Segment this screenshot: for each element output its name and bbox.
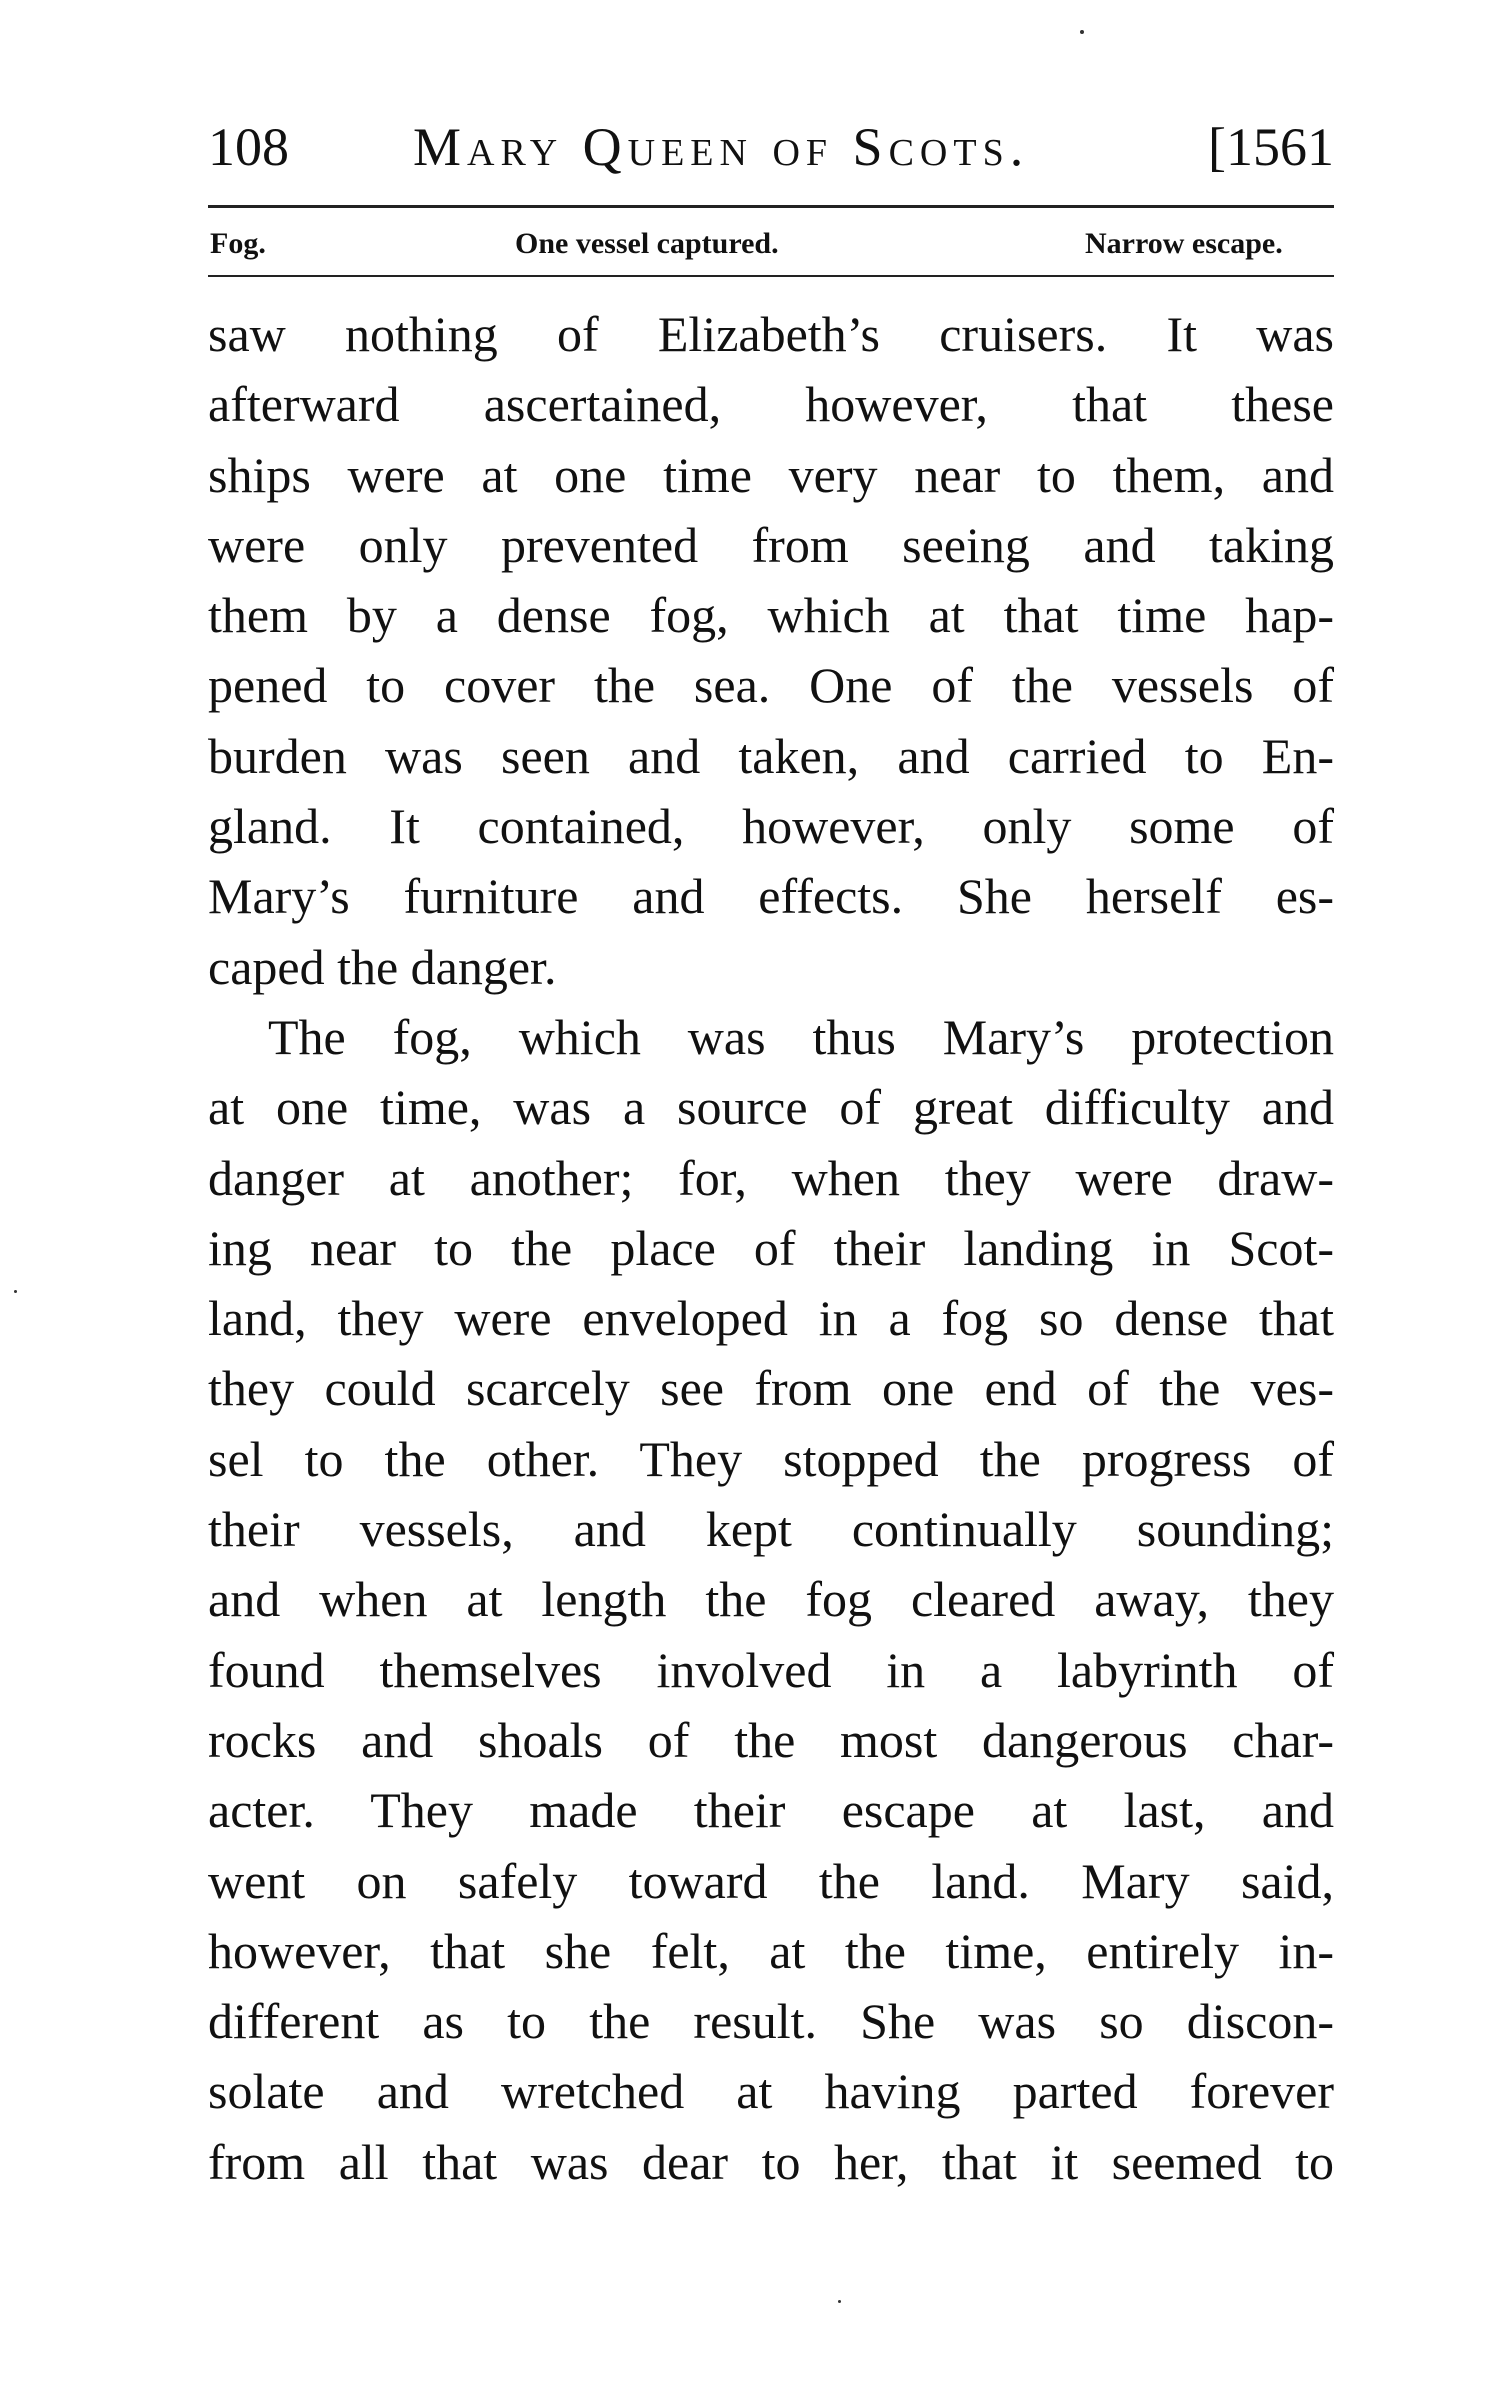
header-rule-top: [208, 205, 1334, 208]
text-line: gland. It contained, however, only some of: [208, 798, 1334, 855]
text-line: at one time, was a source of great difficulty and: [208, 1079, 1334, 1136]
book-title: Mary Queen of Scots.: [413, 117, 1030, 177]
print-speck: [838, 2300, 841, 2303]
text-line: danger at another; for, when they were draw-: [208, 1149, 1334, 1206]
text-line: saw nothing of Elizabeth’s cruisers. It was: [208, 306, 1334, 362]
text-line: burden was seen and taken, and carried to En-: [208, 727, 1334, 784]
text-line: ships were at one time very near to them, and: [208, 446, 1334, 503]
text-line: afterward ascertained, however, that these: [208, 376, 1334, 433]
text-line: land, they were enveloped in a fog so dense that: [208, 1290, 1334, 1347]
text-line: ing near to the place of their landing in Scot-: [208, 1219, 1334, 1276]
text-line: and when at length the fog cleared away, they: [208, 1571, 1334, 1628]
text-line: solate and wretched at having parted forever: [208, 2063, 1334, 2120]
print-speck: [14, 1290, 17, 1293]
text-line: sel to the other. They stopped the progress of: [208, 1430, 1334, 1487]
page-number: 108: [208, 117, 289, 177]
text-line: pened to cover the sea. One of the vessels of: [208, 657, 1334, 714]
marginal-note-left: Fog.: [210, 227, 266, 260]
header-rule-bottom: [208, 275, 1334, 277]
running-header: [208, 112, 1334, 182]
text-line: them by a dense fog, which at that time hap-: [208, 587, 1334, 644]
paragraph: [208, 299, 1334, 1002]
marginal-note-center: One vessel captured.: [515, 227, 779, 260]
text-line: caped the danger.: [208, 938, 557, 995]
print-speck: [1080, 30, 1084, 34]
text-line: found themselves involved in a labyrinth of: [208, 1641, 1334, 1698]
body-text: [208, 299, 1334, 2197]
text-line: acter. They made their escape at last, and: [208, 1782, 1334, 1839]
text-line: their vessels, and kept continually sounding;: [208, 1501, 1334, 1558]
chapter-year: [1561: [1208, 117, 1334, 177]
marginal-note-right: Narrow escape.: [1085, 227, 1283, 260]
paragraph: [208, 1002, 1334, 2197]
text-line: from all that was dear to her, that it seemed to: [208, 2133, 1334, 2190]
text-line: they could scarcely see from one end of the ves-: [208, 1360, 1334, 1417]
text-line: different as to the result. She was so discon-: [208, 1993, 1334, 2050]
text-line: were only prevented from seeing and taking: [208, 516, 1334, 573]
text-line: The fog, which was thus Mary’s protection: [268, 1008, 1334, 1065]
text-line: Mary’s furniture and effects. She herself es-: [208, 868, 1334, 925]
text-line: went on safely toward the land. Mary said,: [208, 1852, 1334, 1909]
text-line: rocks and shoals of the most dangerous char-: [208, 1711, 1334, 1768]
text-line: however, that she felt, at the time, entirely in-: [208, 1922, 1334, 1979]
